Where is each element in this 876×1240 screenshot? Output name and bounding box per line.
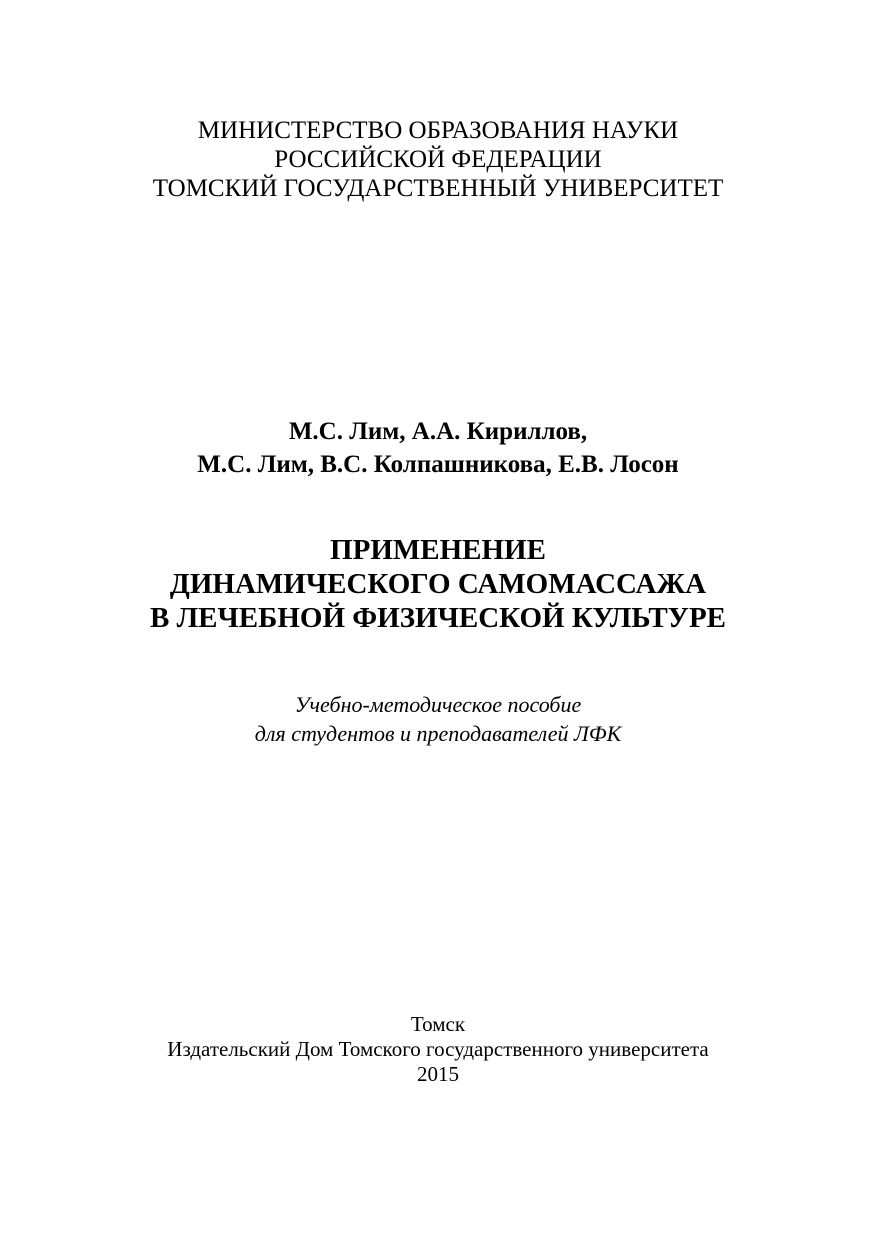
imprint-publisher: Издательский Дом Томского государственного университета: [167, 1037, 709, 1061]
book-title: [0, 533, 876, 635]
subtitle-line-2: для студентов и преподавателей ЛФК: [254, 721, 622, 746]
ministry-line-3: ТОМСКИЙ ГОСУДАРСТВЕННЫЙ УНИВЕРСИТЕТ: [152, 175, 724, 202]
title-line-2: ДИНАМИЧЕСКОГО САМОМАССАЖА: [169, 568, 707, 600]
ministry-header: [0, 116, 876, 203]
ministry-line-1: МИНИСТЕРСТВО ОБРАЗОВАНИЯ НАУКИ: [197, 117, 679, 144]
authors-line-1: М.С. Лим, А.А. Кириллов,: [288, 418, 588, 445]
title-line-3: В ЛЕЧЕБНОЙ ФИЗИЧЕСКОЙ КУЛЬТУРЕ: [149, 602, 727, 634]
authors-line-2: М.С. Лим, В.С. Колпашникова, Е.В. Лосон: [197, 451, 679, 478]
imprint-year: 2015: [417, 1062, 459, 1086]
subtitle-line-1: Учебно-методическое пособие: [294, 692, 582, 717]
imprint-city: Томск: [410, 1012, 466, 1036]
imprint: [0, 1012, 876, 1087]
title-line-1: ПРИМЕНЕНИЕ: [330, 534, 546, 566]
authors: [0, 415, 876, 481]
book-subtitle: [0, 690, 876, 748]
ministry-line-2: РОССИЙСКОЙ ФЕДЕРАЦИИ: [274, 146, 602, 173]
